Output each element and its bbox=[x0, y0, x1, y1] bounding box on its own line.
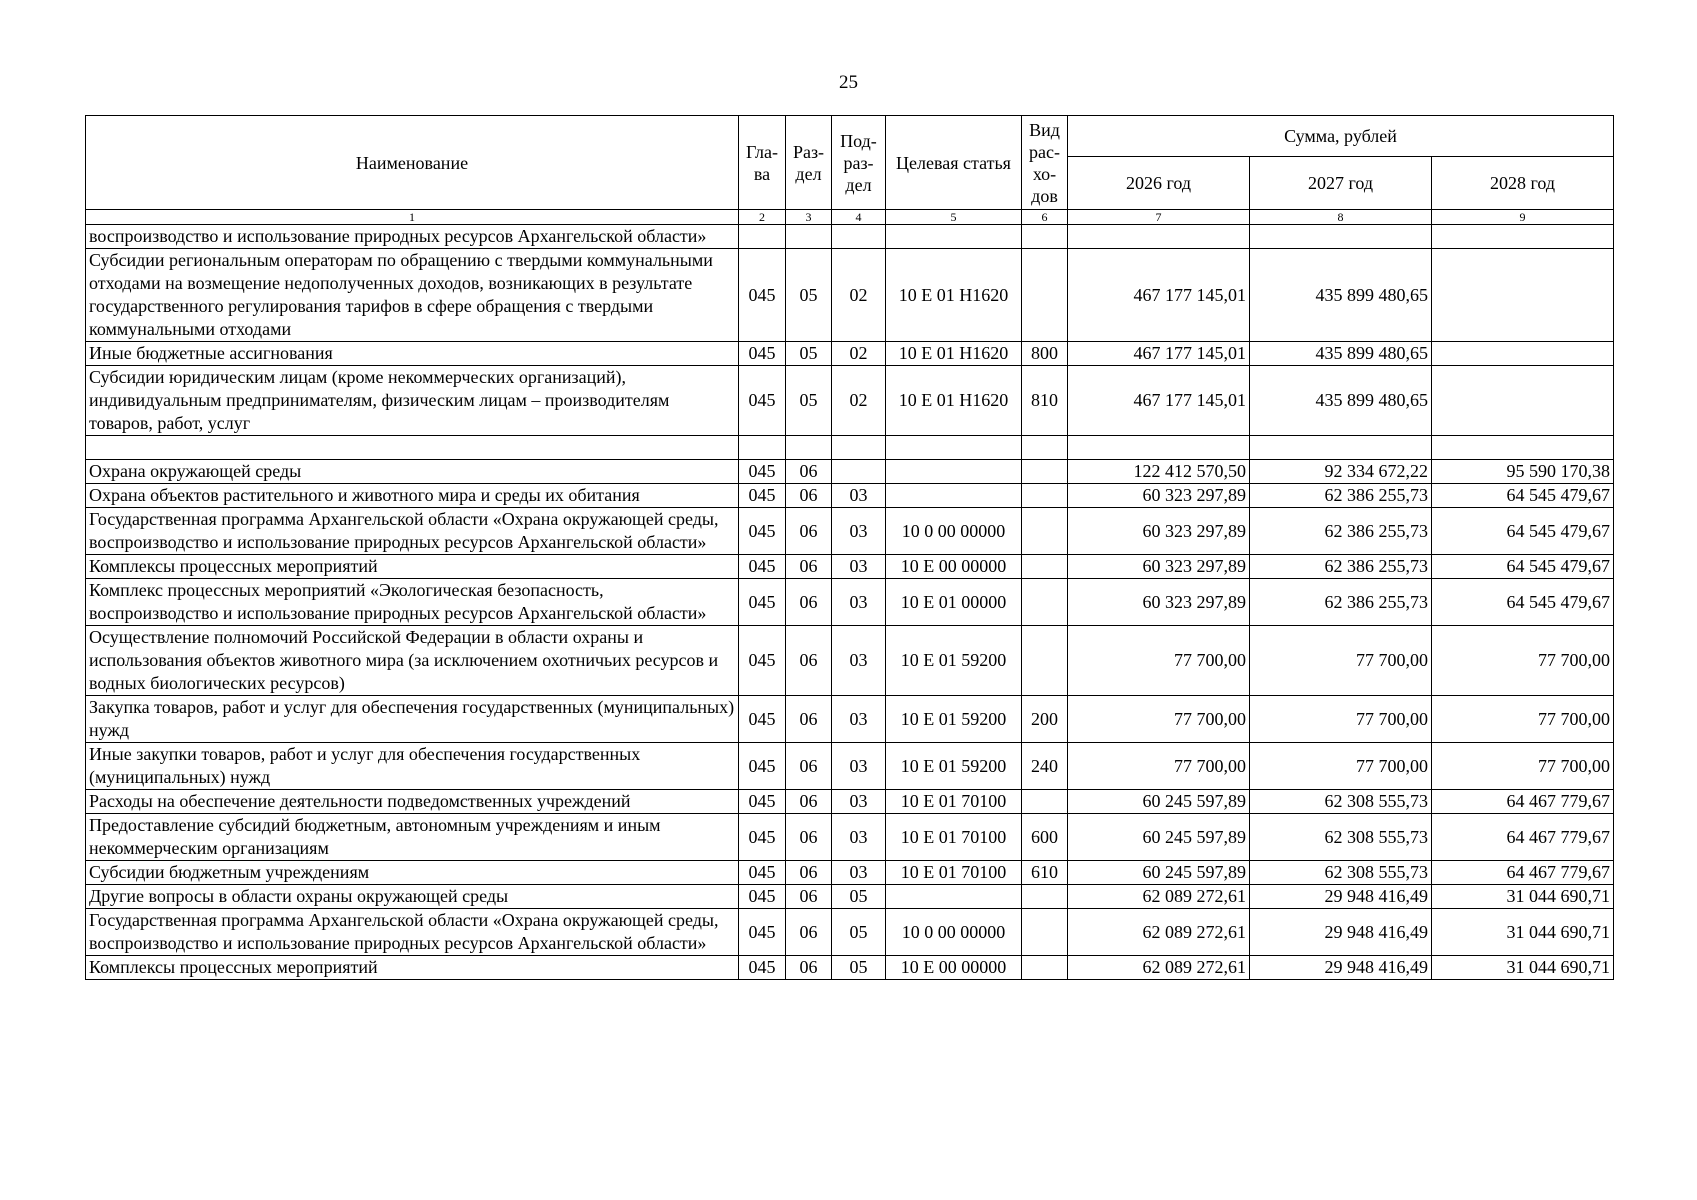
row-name: Субсидии региональным операторам по обращению с твердыми коммунальными отходами на возмещение недополученных доходов, возникающих в результате государственного регулирования тарифов в сфере обращения с твердыми коммунальными отходами bbox=[86, 249, 739, 342]
row-podrazdel: 03 bbox=[832, 626, 886, 696]
row-sum-2026: 60 245 597,89 bbox=[1068, 814, 1250, 861]
row-expense-type bbox=[1022, 626, 1068, 696]
row-sum-2028: 64 545 479,67 bbox=[1432, 579, 1614, 626]
row-razdel: 06 bbox=[786, 861, 832, 885]
row-glava: 045 bbox=[739, 366, 786, 436]
row-razdel: 05 bbox=[786, 249, 832, 342]
row-target-article: 10 Е 01 59200 bbox=[886, 743, 1022, 790]
row-target-article bbox=[886, 484, 1022, 508]
row-razdel: 05 bbox=[786, 342, 832, 366]
row-sum-2028: 77 700,00 bbox=[1432, 626, 1614, 696]
row-podrazdel: 05 bbox=[832, 909, 886, 956]
table-row bbox=[86, 861, 1614, 885]
row-podrazdel: 03 bbox=[832, 743, 886, 790]
column-index: 8 bbox=[1250, 210, 1432, 225]
row-expense-type bbox=[1022, 579, 1068, 626]
row-name: Предоставление субсидий бюджетным, автономным учреждениям и иным некоммерческим организациям bbox=[86, 814, 739, 861]
row-sum-2027: 62 386 255,73 bbox=[1250, 484, 1432, 508]
row-sum-2026: 60 245 597,89 bbox=[1068, 861, 1250, 885]
row-sum-2028 bbox=[1432, 342, 1614, 366]
row-name: Охрана объектов растительного и животного мира и среды их обитания bbox=[86, 484, 739, 508]
header-name: Наименование bbox=[86, 116, 739, 210]
column-index: 9 bbox=[1432, 210, 1614, 225]
row-name: Государственная программа Архангельской области «Охрана окружающей среды, воспроизводство и использование природных ресурсов Архангельской области» bbox=[86, 508, 739, 555]
row-glava: 045 bbox=[739, 956, 786, 980]
row-podrazdel: 05 bbox=[832, 956, 886, 980]
row-expense-type bbox=[1022, 508, 1068, 555]
row-target-article: 10 Е 01 Н1620 bbox=[886, 249, 1022, 342]
row-sum-2027: 62 308 555,73 bbox=[1250, 814, 1432, 861]
row-podrazdel: 03 bbox=[832, 555, 886, 579]
row-podrazdel: 03 bbox=[832, 861, 886, 885]
row-glava: 045 bbox=[739, 743, 786, 790]
row-glava: 045 bbox=[739, 696, 786, 743]
row-sum-2026: 467 177 145,01 bbox=[1068, 249, 1250, 342]
row-podrazdel bbox=[832, 460, 886, 484]
row-sum-2028: 64 545 479,67 bbox=[1432, 508, 1614, 555]
row-sum-2026: 467 177 145,01 bbox=[1068, 342, 1250, 366]
row-target-article: 10 Е 01 Н1620 bbox=[886, 366, 1022, 436]
row-sum-2026: 60 245 597,89 bbox=[1068, 790, 1250, 814]
row-expense-type: 810 bbox=[1022, 366, 1068, 436]
row-name: Субсидии юридическим лицам (кроме некоммерческих организаций), индивидуальным предпринимателям, физическим лицам – производителям товаров, работ, услуг bbox=[86, 366, 739, 436]
row-sum-2027: 29 948 416,49 bbox=[1250, 956, 1432, 980]
row-target-article: 10 Е 01 Н1620 bbox=[886, 342, 1022, 366]
row-target-article bbox=[886, 436, 1022, 460]
row-sum-2028: 64 467 779,67 bbox=[1432, 814, 1614, 861]
row-glava bbox=[739, 436, 786, 460]
row-razdel bbox=[786, 225, 832, 249]
row-sum-2027: 77 700,00 bbox=[1250, 626, 1432, 696]
header-podrazdel: Под-раз-дел bbox=[832, 116, 886, 210]
row-sum-2028: 31 044 690,71 bbox=[1432, 956, 1614, 980]
row-target-article bbox=[886, 885, 1022, 909]
row-sum-2026: 62 089 272,61 bbox=[1068, 909, 1250, 956]
row-name bbox=[86, 436, 739, 460]
row-sum-2026: 60 323 297,89 bbox=[1068, 555, 1250, 579]
row-glava: 045 bbox=[739, 885, 786, 909]
row-target-article: 10 Е 01 70100 bbox=[886, 814, 1022, 861]
row-glava: 045 bbox=[739, 861, 786, 885]
row-sum-2028: 77 700,00 bbox=[1432, 743, 1614, 790]
row-glava: 045 bbox=[739, 249, 786, 342]
row-sum-2028 bbox=[1432, 366, 1614, 436]
row-name: Осуществление полномочий Российской Федерации в области охраны и использования объектов животного мира (за исключением охотничьих ресурсов и водных биологических ресурсов) bbox=[86, 626, 739, 696]
table-row bbox=[86, 743, 1614, 790]
table-row bbox=[86, 909, 1614, 956]
row-glava: 045 bbox=[739, 555, 786, 579]
row-podrazdel: 03 bbox=[832, 484, 886, 508]
row-sum-2027: 77 700,00 bbox=[1250, 696, 1432, 743]
header-year-2027: 2027 год bbox=[1250, 157, 1432, 210]
row-glava: 045 bbox=[739, 790, 786, 814]
row-razdel: 06 bbox=[786, 743, 832, 790]
table-row bbox=[86, 626, 1614, 696]
row-razdel: 06 bbox=[786, 885, 832, 909]
row-podrazdel: 03 bbox=[832, 814, 886, 861]
row-sum-2028: 64 467 779,67 bbox=[1432, 861, 1614, 885]
row-glava: 045 bbox=[739, 909, 786, 956]
table-row bbox=[86, 484, 1614, 508]
row-expense-type: 600 bbox=[1022, 814, 1068, 861]
row-razdel: 06 bbox=[786, 814, 832, 861]
row-sum-2026 bbox=[1068, 225, 1250, 249]
row-podrazdel: 03 bbox=[832, 508, 886, 555]
row-sum-2027: 62 308 555,73 bbox=[1250, 861, 1432, 885]
row-sum-2027: 92 334 672,22 bbox=[1250, 460, 1432, 484]
row-podrazdel: 05 bbox=[832, 885, 886, 909]
row-expense-type bbox=[1022, 885, 1068, 909]
row-expense-type bbox=[1022, 555, 1068, 579]
row-razdel: 06 bbox=[786, 956, 832, 980]
row-expense-type bbox=[1022, 436, 1068, 460]
row-sum-2028: 95 590 170,38 bbox=[1432, 460, 1614, 484]
row-razdel: 06 bbox=[786, 626, 832, 696]
header-target-article: Целевая статья bbox=[886, 116, 1022, 210]
row-expense-type bbox=[1022, 790, 1068, 814]
row-podrazdel: 03 bbox=[832, 790, 886, 814]
row-sum-2026: 60 323 297,89 bbox=[1068, 579, 1250, 626]
table-row bbox=[86, 366, 1614, 436]
row-target-article: 10 Е 01 59200 bbox=[886, 626, 1022, 696]
table-row bbox=[86, 696, 1614, 743]
table-row bbox=[86, 508, 1614, 555]
row-glava: 045 bbox=[739, 460, 786, 484]
row-expense-type bbox=[1022, 249, 1068, 342]
row-podrazdel: 03 bbox=[832, 579, 886, 626]
row-sum-2028: 64 545 479,67 bbox=[1432, 555, 1614, 579]
row-sum-2027 bbox=[1250, 436, 1432, 460]
table-row bbox=[86, 460, 1614, 484]
table-row bbox=[86, 249, 1614, 342]
row-razdel: 06 bbox=[786, 909, 832, 956]
row-sum-2027: 435 899 480,65 bbox=[1250, 342, 1432, 366]
row-sum-2026: 77 700,00 bbox=[1068, 743, 1250, 790]
column-index-row bbox=[86, 210, 1614, 225]
row-glava: 045 bbox=[739, 579, 786, 626]
row-sum-2026: 77 700,00 bbox=[1068, 626, 1250, 696]
row-glava bbox=[739, 225, 786, 249]
row-sum-2028: 31 044 690,71 bbox=[1432, 885, 1614, 909]
row-name: Другие вопросы в области охраны окружающей среды bbox=[86, 885, 739, 909]
table-row bbox=[86, 555, 1614, 579]
row-podrazdel: 02 bbox=[832, 249, 886, 342]
row-sum-2027: 62 386 255,73 bbox=[1250, 579, 1432, 626]
header-sum: Сумма, рублей bbox=[1068, 116, 1614, 157]
row-podrazdel: 03 bbox=[832, 696, 886, 743]
table-row bbox=[86, 814, 1614, 861]
row-expense-type: 800 bbox=[1022, 342, 1068, 366]
row-glava: 045 bbox=[739, 508, 786, 555]
row-razdel bbox=[786, 436, 832, 460]
row-podrazdel: 02 bbox=[832, 366, 886, 436]
header-year-2028: 2028 год bbox=[1432, 157, 1614, 210]
row-expense-type bbox=[1022, 460, 1068, 484]
row-glava: 045 bbox=[739, 342, 786, 366]
row-name: Государственная программа Архангельской области «Охрана окружающей среды, воспроизводство и использование природных ресурсов Архангельской области» bbox=[86, 909, 739, 956]
row-sum-2028: 31 044 690,71 bbox=[1432, 909, 1614, 956]
column-index: 1 bbox=[86, 210, 739, 225]
row-sum-2028: 64 545 479,67 bbox=[1432, 484, 1614, 508]
table-row bbox=[86, 342, 1614, 366]
header-glava: Гла-ва bbox=[739, 116, 786, 210]
row-razdel: 06 bbox=[786, 460, 832, 484]
row-podrazdel bbox=[832, 225, 886, 249]
row-sum-2027: 29 948 416,49 bbox=[1250, 885, 1432, 909]
row-target-article: 10 Е 01 00000 bbox=[886, 579, 1022, 626]
row-sum-2027: 62 308 555,73 bbox=[1250, 790, 1432, 814]
table-row bbox=[86, 579, 1614, 626]
row-expense-type: 200 bbox=[1022, 696, 1068, 743]
table-row bbox=[86, 225, 1614, 249]
page-number: 25 bbox=[839, 72, 858, 93]
row-podrazdel bbox=[832, 436, 886, 460]
row-razdel: 06 bbox=[786, 696, 832, 743]
column-index: 2 bbox=[739, 210, 786, 225]
header-razdel: Раз-дел bbox=[786, 116, 832, 210]
row-sum-2026: 62 089 272,61 bbox=[1068, 956, 1250, 980]
row-name: воспроизводство и использование природных ресурсов Архангельской области» bbox=[86, 225, 739, 249]
row-sum-2027: 62 386 255,73 bbox=[1250, 508, 1432, 555]
row-name: Иные бюджетные ассигнования bbox=[86, 342, 739, 366]
row-glava: 045 bbox=[739, 484, 786, 508]
row-name: Иные закупки товаров, работ и услуг для обеспечения государственных (муниципальных) нужд bbox=[86, 743, 739, 790]
column-index: 7 bbox=[1068, 210, 1250, 225]
table-row bbox=[86, 436, 1614, 460]
row-expense-type bbox=[1022, 225, 1068, 249]
table-row bbox=[86, 956, 1614, 980]
row-name: Охрана окружающей среды bbox=[86, 460, 739, 484]
row-sum-2028 bbox=[1432, 249, 1614, 342]
row-expense-type bbox=[1022, 909, 1068, 956]
row-name: Закупка товаров, работ и услуг для обеспечения государственных (муниципальных) нужд bbox=[86, 696, 739, 743]
row-name: Расходы на обеспечение деятельности подведомственных учреждений bbox=[86, 790, 739, 814]
table-row bbox=[86, 885, 1614, 909]
row-sum-2026: 60 323 297,89 bbox=[1068, 508, 1250, 555]
column-index: 3 bbox=[786, 210, 832, 225]
row-sum-2026: 77 700,00 bbox=[1068, 696, 1250, 743]
row-name: Комплекс процессных мероприятий «Экологическая безопасность, воспроизводство и использование природных ресурсов Архангельской области» bbox=[86, 579, 739, 626]
row-target-article bbox=[886, 460, 1022, 484]
header-year-2026: 2026 год bbox=[1068, 157, 1250, 210]
row-sum-2027: 435 899 480,65 bbox=[1250, 249, 1432, 342]
row-sum-2028: 64 467 779,67 bbox=[1432, 790, 1614, 814]
column-index: 5 bbox=[886, 210, 1022, 225]
row-expense-type: 240 bbox=[1022, 743, 1068, 790]
row-sum-2027: 29 948 416,49 bbox=[1250, 909, 1432, 956]
row-expense-type bbox=[1022, 484, 1068, 508]
column-index: 4 bbox=[832, 210, 886, 225]
row-sum-2026: 60 323 297,89 bbox=[1068, 484, 1250, 508]
row-target-article: 10 Е 00 00000 bbox=[886, 555, 1022, 579]
budget-table bbox=[85, 115, 1614, 980]
header-expense-type: Вид рас-хо-дов bbox=[1022, 116, 1068, 210]
row-target-article bbox=[886, 225, 1022, 249]
row-sum-2026: 62 089 272,61 bbox=[1068, 885, 1250, 909]
row-sum-2027: 77 700,00 bbox=[1250, 743, 1432, 790]
table-body bbox=[86, 225, 1614, 980]
row-target-article: 10 Е 01 70100 bbox=[886, 790, 1022, 814]
row-sum-2027: 62 386 255,73 bbox=[1250, 555, 1432, 579]
row-expense-type: 610 bbox=[1022, 861, 1068, 885]
row-razdel: 06 bbox=[786, 790, 832, 814]
row-razdel: 06 bbox=[786, 555, 832, 579]
row-expense-type bbox=[1022, 956, 1068, 980]
row-target-article: 10 0 00 00000 bbox=[886, 909, 1022, 956]
row-sum-2028 bbox=[1432, 436, 1614, 460]
row-sum-2027: 435 899 480,65 bbox=[1250, 366, 1432, 436]
row-sum-2026 bbox=[1068, 436, 1250, 460]
row-glava: 045 bbox=[739, 814, 786, 861]
row-name: Субсидии бюджетным учреждениям bbox=[86, 861, 739, 885]
row-target-article: 10 0 00 00000 bbox=[886, 508, 1022, 555]
row-target-article: 10 Е 00 00000 bbox=[886, 956, 1022, 980]
row-razdel: 06 bbox=[786, 508, 832, 555]
row-sum-2026: 122 412 570,50 bbox=[1068, 460, 1250, 484]
column-index: 6 bbox=[1022, 210, 1068, 225]
row-sum-2028: 77 700,00 bbox=[1432, 696, 1614, 743]
row-target-article: 10 Е 01 70100 bbox=[886, 861, 1022, 885]
row-name: Комплексы процессных мероприятий bbox=[86, 956, 739, 980]
row-glava: 045 bbox=[739, 626, 786, 696]
table-row bbox=[86, 790, 1614, 814]
row-sum-2028 bbox=[1432, 225, 1614, 249]
row-sum-2027 bbox=[1250, 225, 1432, 249]
row-name: Комплексы процессных мероприятий bbox=[86, 555, 739, 579]
row-razdel: 05 bbox=[786, 366, 832, 436]
row-sum-2026: 467 177 145,01 bbox=[1068, 366, 1250, 436]
row-target-article: 10 Е 01 59200 bbox=[886, 696, 1022, 743]
row-razdel: 06 bbox=[786, 484, 832, 508]
row-razdel: 06 bbox=[786, 579, 832, 626]
row-podrazdel: 02 bbox=[832, 342, 886, 366]
